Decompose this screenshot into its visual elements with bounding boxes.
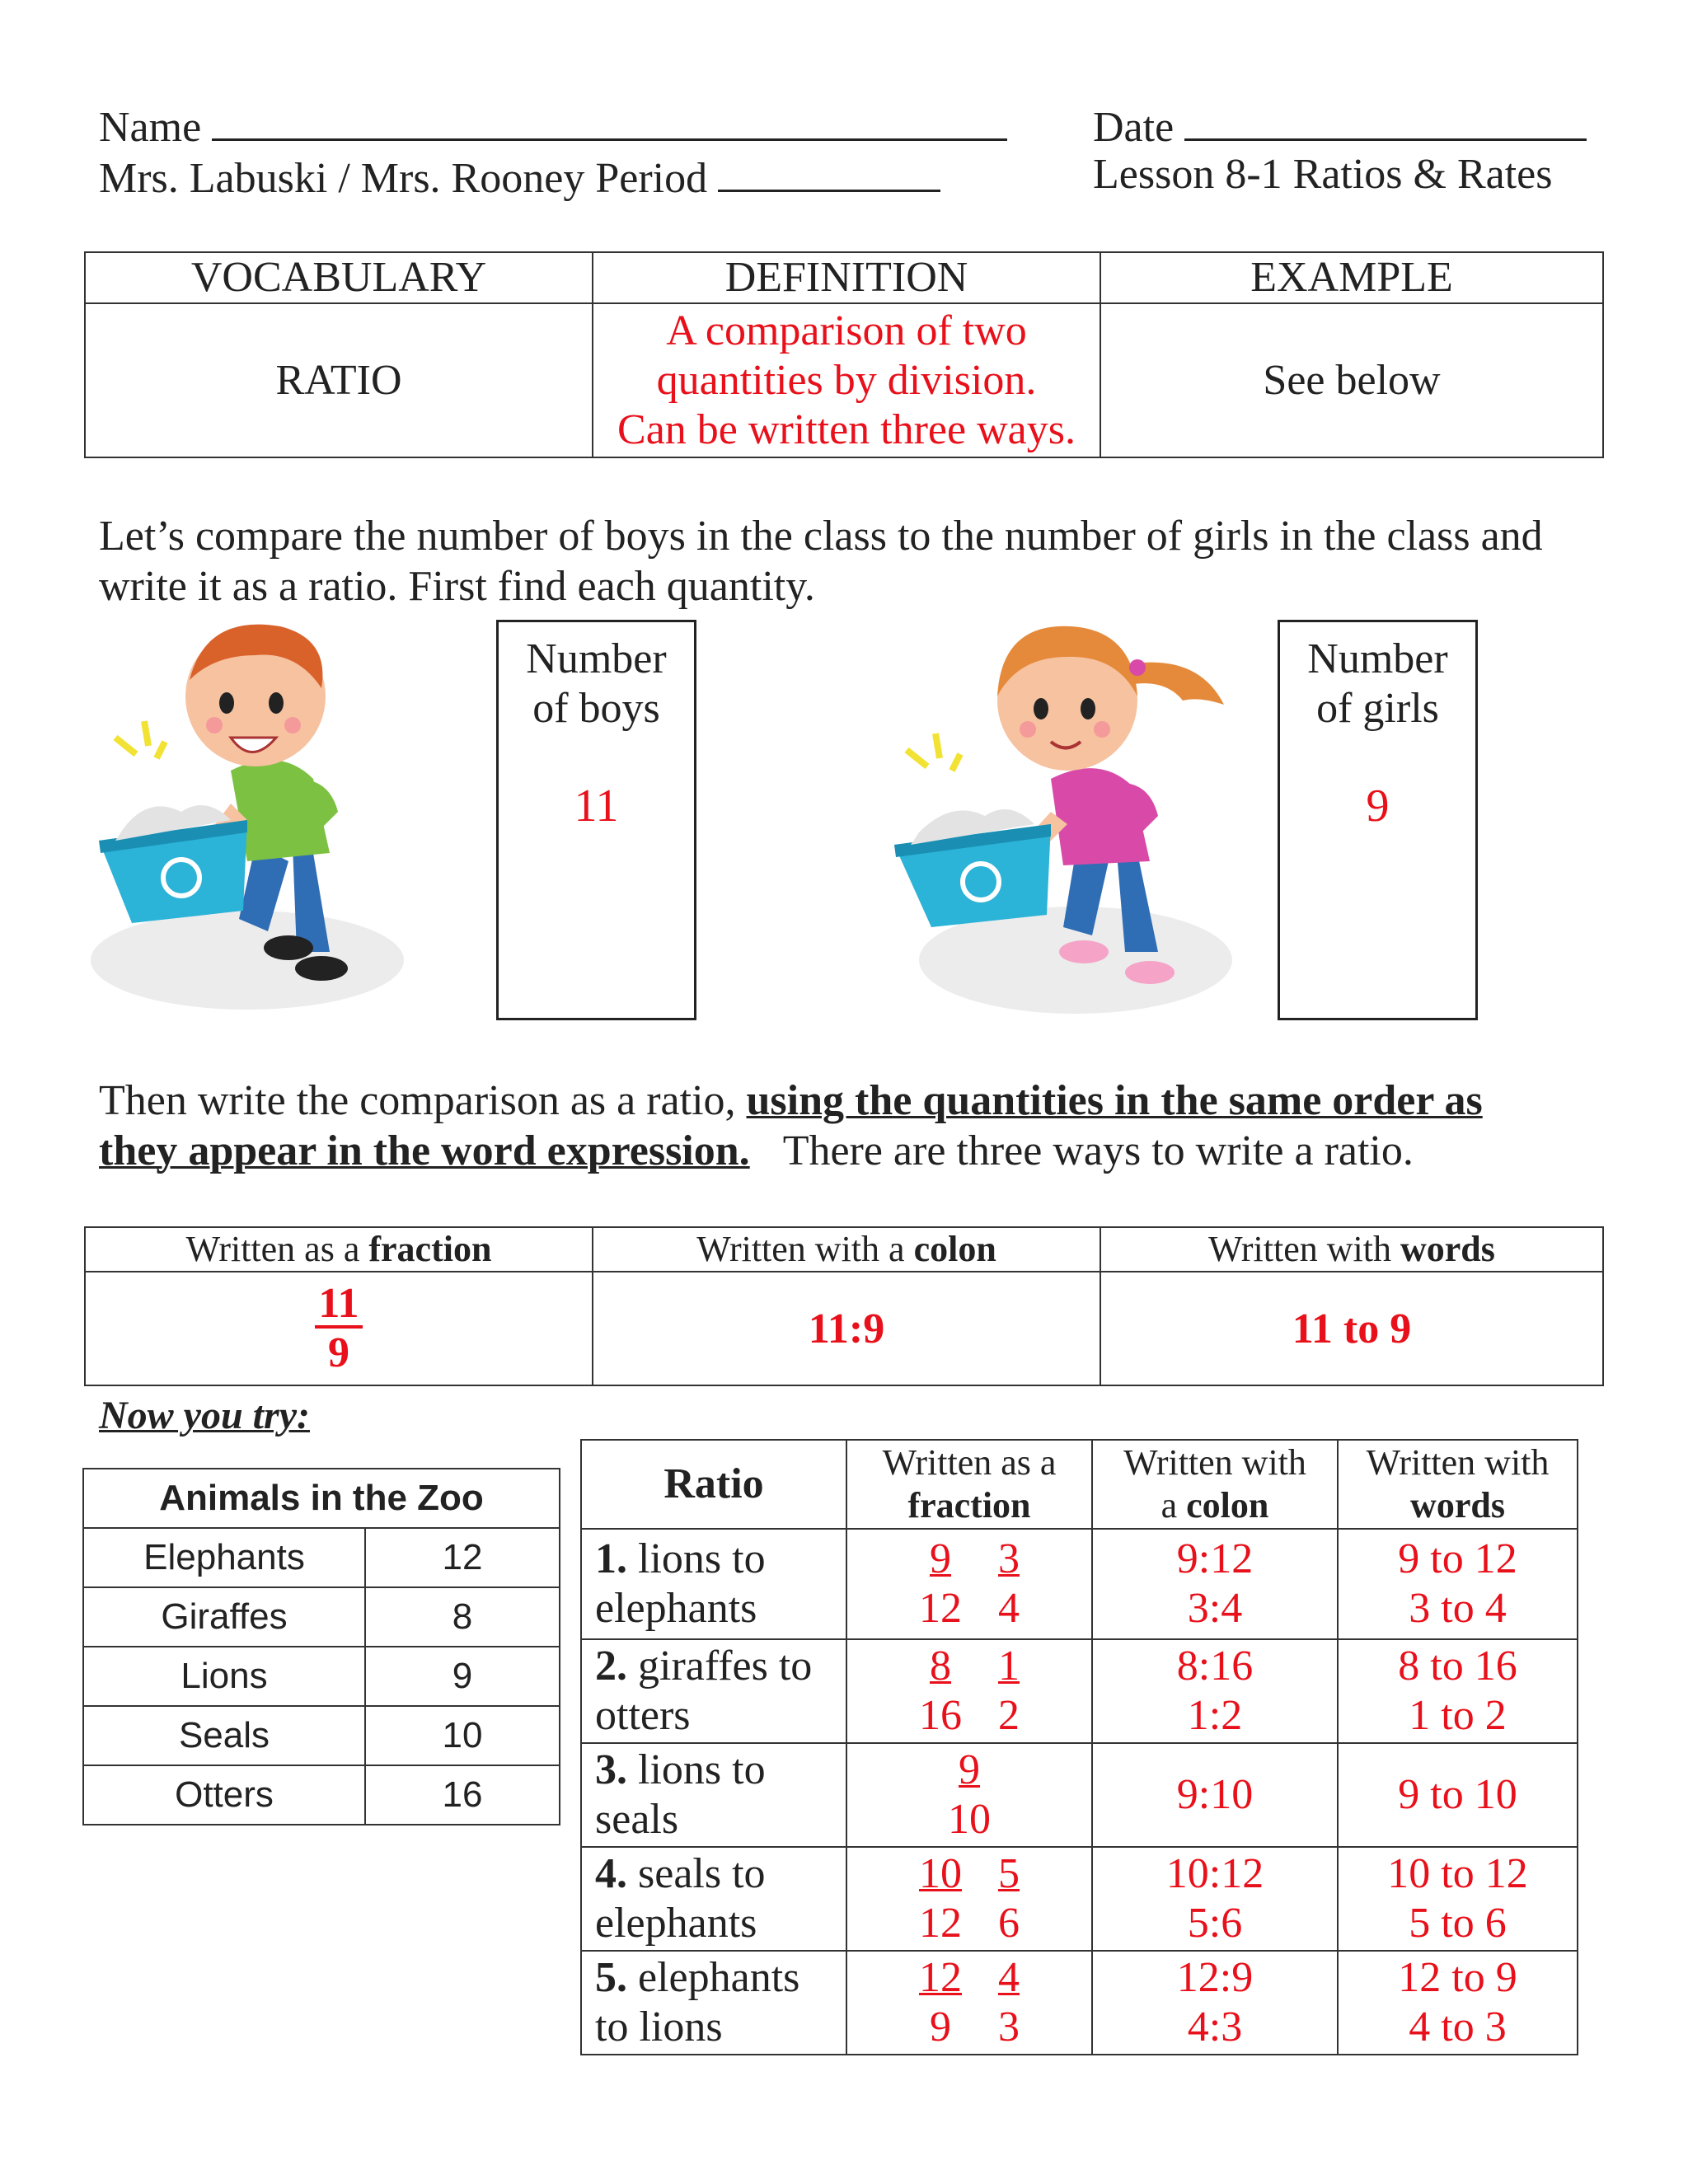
practice-row xyxy=(581,1639,1578,1743)
header-line-bold: words xyxy=(1410,1485,1505,1526)
zoo-table-title: Animals in the Zoo xyxy=(83,1469,560,1528)
period-blank[interactable] xyxy=(718,150,940,192)
row-number: 2. xyxy=(595,1643,627,1690)
teacher-period-label: Mrs. Labuski / Mrs. Rooney Period xyxy=(99,155,708,202)
practice-fraction-cell xyxy=(846,1951,1092,2055)
example-words: 11 to 9 xyxy=(1100,1272,1603,1385)
fraction-denominator: 2 xyxy=(998,1692,1020,1739)
vocab-term: RATIO xyxy=(85,303,593,457)
practice-fraction-cell xyxy=(846,1743,1092,1847)
boys-count-value: 11 xyxy=(574,780,619,832)
practice-words-cell xyxy=(1338,1743,1578,1847)
practice-colon-cell xyxy=(1092,1743,1338,1847)
row-number: 5. xyxy=(595,1954,627,2001)
words-ratio: 10 to 12 xyxy=(1387,1850,1528,1897)
fraction-denominator: 10 xyxy=(948,1796,991,1843)
then-emphasis-2: they appear in the word expression. xyxy=(99,1127,750,1174)
practice-row xyxy=(581,1743,1578,1847)
fraction-denominator: 3 xyxy=(998,2004,1020,2050)
colon-ratio: 9:10 xyxy=(1176,1771,1254,1818)
girls-count-value: 9 xyxy=(1366,780,1390,832)
header-line: Written with xyxy=(1123,1442,1306,1483)
boys-label-1: Number xyxy=(526,635,667,682)
fraction xyxy=(919,1535,962,1633)
animals-in-zoo-table xyxy=(82,1468,560,1825)
zoo-count: 8 xyxy=(365,1587,560,1647)
header-colon-bold: colon xyxy=(913,1229,996,1269)
zoo-animal: Giraffes xyxy=(83,1587,365,1647)
practice-ratio-label xyxy=(581,1847,846,1951)
words-ratio: 9 to 12 xyxy=(1398,1535,1517,1582)
zoo-animal: Seals xyxy=(83,1706,365,1765)
practice-header-colon xyxy=(1092,1440,1338,1529)
practice-fraction-cell xyxy=(846,1847,1092,1951)
fraction-simplified xyxy=(998,1953,1020,2052)
name-blank[interactable] xyxy=(212,99,1007,141)
zoo-count: 12 xyxy=(365,1528,560,1587)
header-line: Written with xyxy=(1366,1442,1550,1483)
vocab-example: See below xyxy=(1100,303,1603,457)
practice-ratio-table xyxy=(580,1439,1578,2055)
practice-row xyxy=(581,1529,1578,1639)
practice-words-cell xyxy=(1338,1639,1578,1743)
words-ratio-simplified: 3 to 4 xyxy=(1409,1585,1507,1632)
boys-count-box xyxy=(496,620,696,1020)
three-ways-table xyxy=(84,1226,1604,1386)
colon-ratio-simplified: 5:6 xyxy=(1187,1900,1243,1947)
now-you-try-heading: Now you try: xyxy=(99,1394,310,1437)
header-line-bold: colon xyxy=(1186,1485,1269,1526)
words-ratio-simplified: 4 to 3 xyxy=(1409,2004,1507,2050)
zoo-animal: Lions xyxy=(83,1647,365,1706)
fraction-simplified xyxy=(998,1535,1020,1633)
boy-recycling-illustration xyxy=(91,606,437,1018)
fraction-numerator: 9 xyxy=(959,1746,980,1793)
vocab-header-vocabulary: VOCABULARY xyxy=(85,252,593,303)
header-words xyxy=(1100,1227,1603,1272)
practice-colon-cell xyxy=(1092,1529,1338,1639)
date-blank[interactable] xyxy=(1184,99,1587,141)
definition-line: A comparison of two xyxy=(666,307,1027,354)
practice-words-cell xyxy=(1338,1847,1578,1951)
fraction-numerator: 11 xyxy=(315,1282,362,1329)
header-colon xyxy=(593,1227,1100,1272)
zoo-animal: Elephants xyxy=(83,1528,365,1587)
fraction-11-over-9 xyxy=(315,1282,362,1375)
ratio-text: lions to xyxy=(627,1535,766,1582)
zoo-count: 16 xyxy=(365,1765,560,1825)
ratio-text: lions to xyxy=(627,1746,766,1793)
then-emphasis-1: using the quantities in the same order as xyxy=(746,1077,1483,1124)
practice-words-cell xyxy=(1338,1951,1578,2055)
colon-ratio-simplified: 4:3 xyxy=(1187,2004,1243,2050)
fraction xyxy=(919,1849,962,1948)
colon-ratio: 12:9 xyxy=(1176,1954,1254,2001)
practice-colon-cell xyxy=(1092,1951,1338,2055)
practice-ratio-label xyxy=(581,1639,846,1743)
ratio-text: seals xyxy=(595,1796,679,1843)
row-number: 1. xyxy=(595,1535,627,1582)
vocab-header-definition: DEFINITION xyxy=(593,252,1100,303)
zoo-count: 9 xyxy=(365,1647,560,1706)
practice-ratio-label xyxy=(581,1951,846,2055)
ratio-text: to lions xyxy=(595,2004,723,2050)
practice-row xyxy=(581,1847,1578,1951)
colon-ratio-simplified: 3:4 xyxy=(1187,1585,1243,1632)
words-ratio: 12 to 9 xyxy=(1398,1954,1517,2001)
colon-ratio: 10:12 xyxy=(1165,1850,1264,1897)
name-line xyxy=(99,99,1007,152)
words-ratio-simplified: 1 to 2 xyxy=(1409,1692,1507,1739)
practice-ratio-label xyxy=(581,1529,846,1639)
definition-line: quantities by division. xyxy=(656,356,1037,404)
fraction-numerator: 3 xyxy=(998,1535,1020,1582)
fraction-numerator: 12 xyxy=(919,1954,962,2001)
fraction-denominator: 9 xyxy=(930,2004,951,2050)
example-fraction xyxy=(85,1272,593,1385)
fraction-numerator: 5 xyxy=(998,1850,1020,1897)
vocab-definition xyxy=(593,303,1100,457)
words-ratio-simplified: 5 to 6 xyxy=(1409,1900,1507,1947)
then-text-2: There are three ways to write a ratio. xyxy=(782,1127,1414,1174)
zoo-animal: Otters xyxy=(83,1765,365,1825)
fraction-denominator: 4 xyxy=(998,1585,1020,1632)
definition-line: Can be written three ways. xyxy=(617,405,1076,453)
practice-header-fraction xyxy=(846,1440,1092,1529)
date-label: Date xyxy=(1093,104,1175,151)
girls-label-2: of girls xyxy=(1316,685,1439,732)
practice-fraction-cell xyxy=(846,1639,1092,1743)
fraction-denominator: 9 xyxy=(327,1329,349,1376)
fraction-denominator: 16 xyxy=(919,1692,962,1739)
ratio-text: elephants xyxy=(595,1585,757,1632)
example-colon: 11:9 xyxy=(593,1272,1100,1385)
words-ratio: 9 to 10 xyxy=(1398,1771,1517,1818)
practice-header-ratio: Ratio xyxy=(581,1440,846,1529)
header-words-text: Written with xyxy=(1208,1229,1400,1269)
words-ratio: 8 to 16 xyxy=(1398,1643,1517,1690)
fraction-numerator: 10 xyxy=(919,1850,962,1897)
fraction-denominator: 12 xyxy=(919,1585,962,1632)
girls-label-1: Number xyxy=(1307,635,1448,682)
practice-colon-cell xyxy=(1092,1639,1338,1743)
fraction xyxy=(919,1642,962,1741)
vocab-header-example: EXAMPLE xyxy=(1100,252,1603,303)
zoo-count: 10 xyxy=(365,1706,560,1765)
practice-ratio-label xyxy=(581,1743,846,1847)
fraction-simplified xyxy=(998,1642,1020,1741)
header-fraction xyxy=(85,1227,593,1272)
practice-words-cell xyxy=(1338,1529,1578,1639)
teacher-line xyxy=(99,150,940,204)
fraction-numerator: 4 xyxy=(998,1954,1020,2001)
row-number: 3. xyxy=(595,1746,627,1793)
practice-fraction-cell xyxy=(846,1529,1092,1639)
fraction-numerator: 9 xyxy=(930,1535,951,1582)
fraction-denominator: 12 xyxy=(919,1900,962,1947)
colon-ratio: 9:12 xyxy=(1176,1535,1254,1582)
boys-label-2: of boys xyxy=(532,685,660,732)
fraction-numerator: 8 xyxy=(930,1643,951,1690)
girl-recycling-illustration xyxy=(886,606,1298,1018)
header-line: a xyxy=(1160,1485,1187,1526)
intro-paragraph xyxy=(99,511,1615,612)
practice-colon-cell xyxy=(1092,1847,1338,1951)
practice-row xyxy=(581,1951,1578,2055)
colon-ratio-simplified: 1:2 xyxy=(1187,1692,1243,1739)
vocabulary-table xyxy=(84,251,1604,458)
header-fraction-text: Written as a xyxy=(185,1229,369,1269)
fraction-simplified xyxy=(998,1849,1020,1948)
header-fraction-bold: fraction xyxy=(368,1229,492,1269)
ratio-text: seals to xyxy=(627,1850,766,1897)
fraction-numerator: 1 xyxy=(998,1643,1020,1690)
ratio-text: giraffes to xyxy=(627,1643,813,1690)
intro-line: write it as a ratio. First find each quantity. xyxy=(99,563,815,610)
then-text-1: Then write the comparison as a ratio, xyxy=(99,1077,747,1124)
lesson-title: Lesson 8-1 Ratios & Rates xyxy=(1093,151,1553,198)
header-colon-text: Written with a xyxy=(696,1229,914,1269)
name-label: Name xyxy=(99,104,202,151)
intro-line: Let’s compare the number of boys in the class to the number of girls in the class and xyxy=(99,513,1543,560)
ratio-text: elephants xyxy=(627,1954,800,2001)
fraction xyxy=(919,1953,962,2052)
row-number: 4. xyxy=(595,1850,627,1897)
fraction-denominator: 6 xyxy=(998,1900,1020,1947)
girls-count-box xyxy=(1278,620,1478,1020)
header-line: Written as a xyxy=(882,1442,1057,1483)
colon-ratio: 8:16 xyxy=(1176,1643,1254,1690)
ratio-text: otters xyxy=(595,1692,691,1739)
header-words-bold: words xyxy=(1400,1229,1495,1269)
date-line xyxy=(1093,99,1587,152)
fraction xyxy=(948,1746,991,1844)
header-line-bold: fraction xyxy=(907,1485,1031,1526)
then-paragraph xyxy=(99,1076,1615,1176)
practice-header-words xyxy=(1338,1440,1578,1529)
ratio-text: elephants xyxy=(595,1900,757,1947)
